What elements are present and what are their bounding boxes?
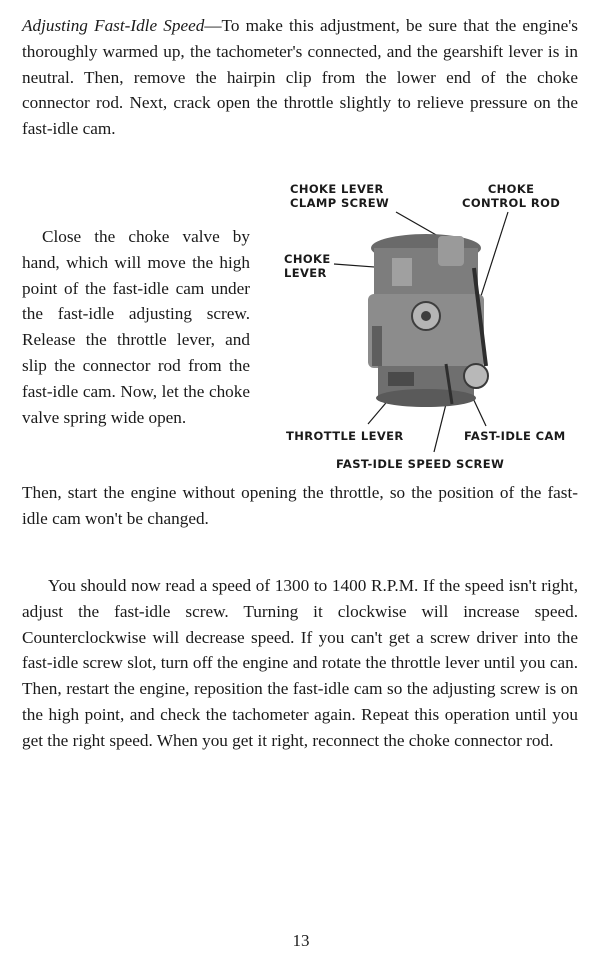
label-choke-lever-clamp-screw [290,182,389,210]
wrap-paragraph-continued: Then, start the engine without opening the throttle, so the position of the fast-idle cam won't be changed. [22,483,578,528]
page-number: 13 [292,931,310,950]
speed-paragraph [22,573,578,754]
label-choke-control-rod [462,182,560,210]
carburetor-figure [276,176,586,476]
callout-line: CHOKE [487,182,535,196]
label-fast-idle-speed-screw: FAST-IDLE SPEED SCREW [336,457,505,471]
speed-paragraph-text: You should now read a speed of 1300 to 1400 R.P.M. If the speed isn't right, adjust the fast-idle screw. Turning it clockwise will increase speed. Counterclockwise will decrease speed. If you can't get a screw driver into the fast-idle screw slot, turn off the engine and rotate the throttle lever until you can. Then, restart the engine, reposition the fast-idle cam so the adjusting screw is on the high point, and check the tachometer again. Repeat this operation until you get the right speed. When you get it right, reconnect the choke connector rod. [22,576,578,750]
callout-line: CHOKE [284,252,331,266]
label-choke-lever [284,252,331,280]
label-throttle-lever: THROTTLE LEVER [286,429,404,443]
callout-line: LEVER [284,266,327,280]
intro-text: To make this adjustment, be sure that the engine's thoroughly warmed up, the tachometer's connected, and the gearshift lever is in neutral. Then, remove the hairpin clip from the lower end of the choke connector rod. Next, crack open the throttle slightly to relieve pressure on the fast-idle cam. [22,16,578,139]
callout-line: CONTROL ROD [462,196,561,210]
em-dash: — [204,16,222,35]
callout-line: CLAMP SCREW [290,196,390,210]
label-fast-idle-cam: FAST-IDLE CAM [464,429,566,443]
run-in-heading: Adjusting Fast-Idle Speed [22,16,205,35]
wrap-paragraph-text: Close the choke valve by hand, which will move the high point of the fast-idle cam under the fast-idle adjusting screw. Release the throttle lever, and slip the connector rod from the fast-idle cam. Now, let the choke valve spring wide open. [22,227,250,427]
intro-paragraph [22,13,578,142]
wrap-paragraph [22,224,250,430]
callout-line: CHOKE LEVER [290,182,384,196]
